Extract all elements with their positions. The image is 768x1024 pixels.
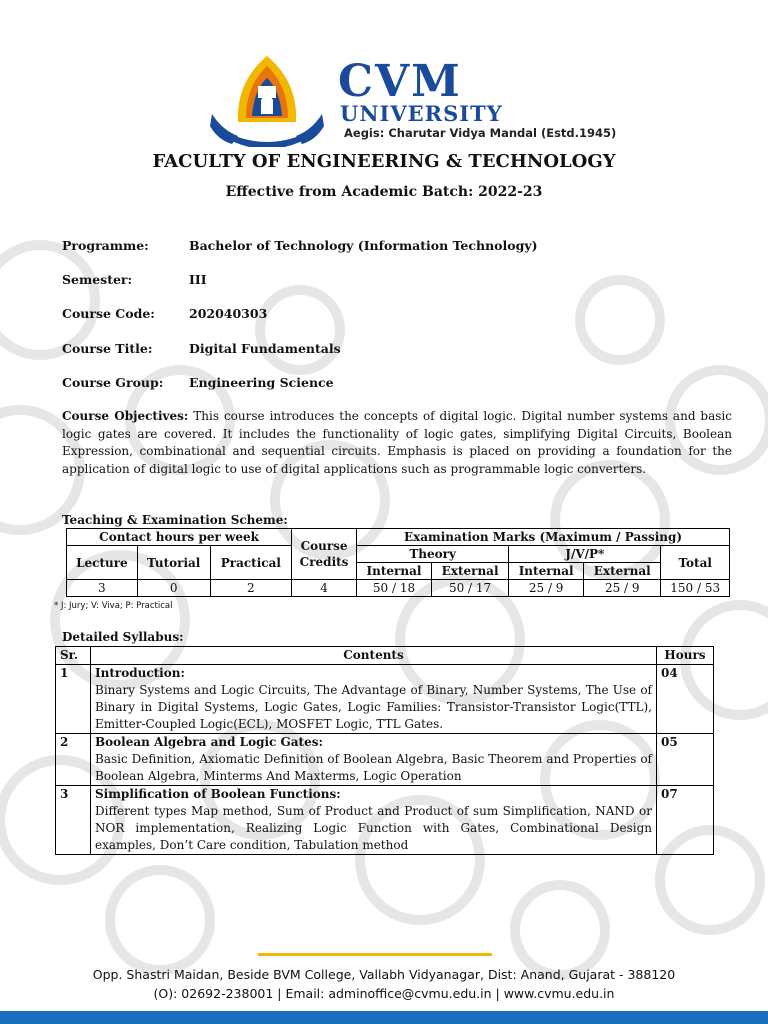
total-header: Total xyxy=(661,546,730,580)
practical-header: Practical xyxy=(210,546,291,580)
row-topic: Introduction: xyxy=(95,666,185,680)
row-contents xyxy=(91,665,657,734)
course-objectives xyxy=(62,408,732,478)
row-contents xyxy=(91,786,657,855)
theory-internal-value: 50 / 18 xyxy=(357,580,432,597)
jvp-external-header: External xyxy=(584,563,661,580)
footer-divider xyxy=(258,953,492,956)
table-row xyxy=(56,665,714,734)
course-code-value: 202040303 xyxy=(189,306,268,321)
course-title-label: Course Title: xyxy=(62,341,153,356)
course-group-value: Engineering Science xyxy=(189,375,334,390)
row-sr: 2 xyxy=(56,734,91,786)
credits-value: 4 xyxy=(292,580,357,597)
row-sr: 3 xyxy=(56,786,91,855)
sr-header: Sr. xyxy=(56,647,91,665)
contact-hours-header: Contact hours per week xyxy=(67,529,292,546)
theory-header: Theory xyxy=(357,546,509,563)
row-contents xyxy=(91,734,657,786)
exam-scheme-table xyxy=(66,528,730,597)
table-row xyxy=(56,786,714,855)
tutorial-value: 0 xyxy=(137,580,210,597)
programme-value: Bachelor of Technology (Information Technology) xyxy=(189,238,538,253)
footer-color-bar xyxy=(0,1011,768,1024)
logo-university-text: UNIVERSITY xyxy=(340,101,503,126)
row-sr: 1 xyxy=(56,665,91,734)
semester-label: Semester: xyxy=(62,272,133,287)
lecture-header: Lecture xyxy=(67,546,138,580)
course-credits-header: Course Credits xyxy=(292,529,357,580)
jvp-internal-value: 25 / 9 xyxy=(509,580,584,597)
scheme-values-row xyxy=(67,580,730,597)
university-header xyxy=(0,52,768,147)
total-value: 150 / 53 xyxy=(661,580,730,597)
theory-external-header: External xyxy=(431,563,508,580)
course-group-label: Course Group: xyxy=(62,375,164,390)
practical-value: 2 xyxy=(210,580,291,597)
row-topic: Boolean Algebra and Logic Gates: xyxy=(95,735,323,749)
hours-header: Hours xyxy=(657,647,714,665)
objectives-text: This course introduces the concepts of digital logic. Digital number systems and basic logic gates are covered. It includes the functionality of logic gates, simplifying Digital Circuits, Boolean Expression, combinational and sequential circuits. Emphasis is placed on providing a foundation for the application of digital logic to use of digital applications such as programmable logic converters. xyxy=(62,409,732,476)
jvp-internal-header: Internal xyxy=(509,563,584,580)
row-topic: Simplification of Boolean Functions: xyxy=(95,787,341,801)
jvp-header: J/V/P* xyxy=(509,546,661,563)
syllabus-table xyxy=(55,646,714,855)
objectives-label: Course Objectives: xyxy=(62,409,189,423)
row-description: Basic Definition, Axiomatic Definition of Boolean Algebra, Basic Theorem and Properties of Boolean Algebra, Minterms And Maxterms, Logic Operation xyxy=(95,752,652,783)
footer-address: Opp. Shastri Maidan, Beside BVM College, Vallabh Vidyanagar, Dist: Anand, Gujarat - 388120 xyxy=(92,967,676,982)
theory-external-value: 50 / 17 xyxy=(431,580,508,597)
university-emblem-icon xyxy=(208,52,326,147)
row-hours: 05 xyxy=(657,734,714,786)
scheme-title: Teaching & Examination Scheme: xyxy=(62,513,288,527)
exam-marks-header: Examination Marks (Maximum / Passing) xyxy=(357,529,730,546)
scheme-footnote: * J: Jury; V: Viva; P: Practical xyxy=(54,601,173,611)
tutorial-header: Tutorial xyxy=(137,546,210,580)
batch-subtitle: Effective from Academic Batch: 2022-23 xyxy=(225,184,543,200)
jvp-external-value: 25 / 9 xyxy=(584,580,661,597)
row-description: Binary Systems and Logic Circuits, The Advantage of Binary, Number Systems, The Use of Binary in Digital Systems, Logic Gates, Logic Families: Transistor-Transistor Logic(TTL), Emitter-Coupled Logic(ECL), MOSFET Logic, TTL Gates. xyxy=(95,683,652,731)
syllabus-title: Detailed Syllabus: xyxy=(62,630,184,644)
faculty-title: FACULTY OF ENGINEERING & TECHNOLOGY xyxy=(152,151,616,172)
course-title-value: Digital Fundamentals xyxy=(189,341,341,356)
row-description: Different types Map method, Sum of Product and Product of sum Simplification, NAND or NOR implementation, Realizing Logic Function with Gates, Combinational Design examples, Don’t Care condition, Tabulation method xyxy=(95,804,652,852)
programme-label: Programme: xyxy=(62,238,149,253)
logo-cvm-text: CVM xyxy=(338,56,462,107)
theory-internal-header: Internal xyxy=(357,563,432,580)
row-hours: 04 xyxy=(657,665,714,734)
semester-value: III xyxy=(189,272,207,287)
lecture-value: 3 xyxy=(67,580,138,597)
row-hours: 07 xyxy=(657,786,714,855)
course-code-label: Course Code: xyxy=(62,306,155,321)
footer-contact: (O): 02692-238001 | Email: adminoffice@cvmu.edu.in | www.cvmu.edu.in xyxy=(153,986,615,1001)
contents-header: Contents xyxy=(91,647,657,665)
table-row xyxy=(56,734,714,786)
aegis-text: Aegis: Charutar Vidya Mandal (Estd.1945) xyxy=(344,126,617,140)
